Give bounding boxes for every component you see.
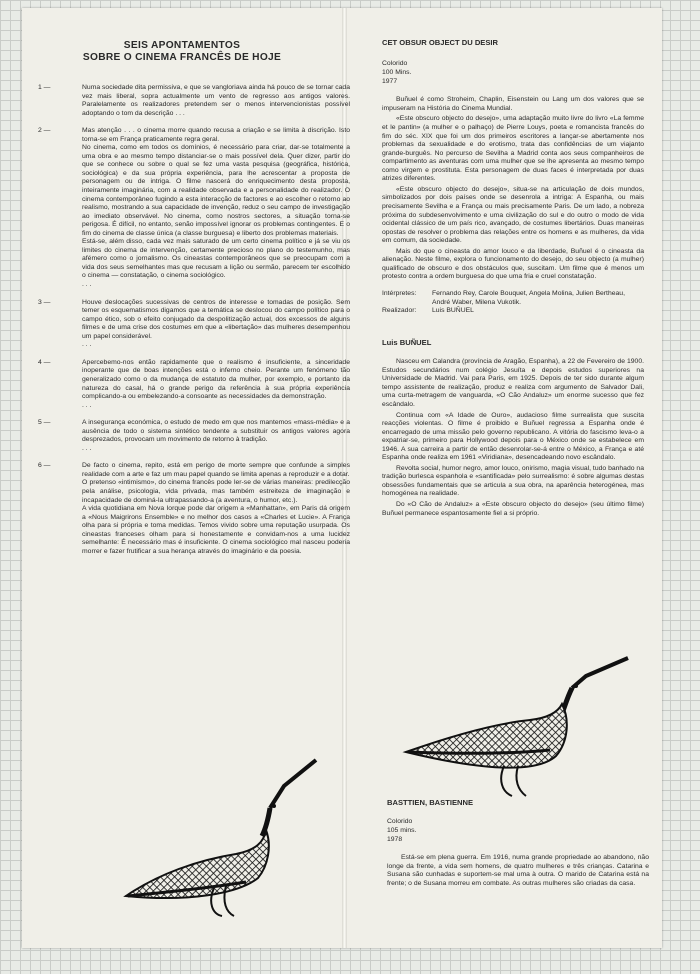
note-paragraph: Numa sociedade dita permissiva, e que se vangloriava ainda há pouco de se tornar cada vez mais liberal, sopra actualmente um vento de regresso aos antigos valores. Paralelamente os realizadores pretendem ser o menos intervencionistas possível adoptando o tom da descrição . . . [82, 84, 350, 117]
film2-section [387, 798, 649, 891]
title-line-2: SOBRE O CINEMA FRANCÊS DE HOJE [82, 52, 282, 63]
numbered-note [38, 358, 350, 410]
bio-title: Luis BUÑUEL [382, 338, 432, 348]
left-column [38, 40, 350, 565]
bio-paragraph: Revolta social, humor negro, amor louco, onirismo, magia visual, tudo banhado na tradição burlesca espanhola e «santificada» pelo surrealismo: é sobre algumas destas obsessões fundamentais que se articula a sua obra, na aparência heterogénea, mas homogénea na realidade. [382, 464, 644, 498]
right-column [382, 38, 644, 520]
note-paragraph: . . . [82, 281, 92, 289]
film1-paragraph: «Este obscuro objecto do desejo», uma adaptação muito livre do livro «La femme et le pantin» (a mulher e o palhaço) de Pierre Louys, poeta e romancista francês do fim do séc. XIX que foi um dos primeiros escritores a lançar-se abertamente nos problemas da sexualidade e do erotismo, trata das confidências de um viajanto grande-burguês. No percurso de Sevilha a Madrid conta aos seus companheiros de compartimento as aventuras com uma mulher que se lhe apresenta ao mesmo tempo como virgem e prostituta. Esta personagem de duas faces é interpretada por duas atrizes diferentes. [382, 115, 644, 183]
numbered-note [38, 298, 350, 350]
bird-illustration-icon [118, 756, 323, 921]
film2-title: BASTTIEN, BASTIENNE [387, 798, 474, 807]
film1-duration: 100 Mins. [382, 68, 412, 76]
bio-paragraph: Do «O Cão de Andaluz» a «Este obscuro objecto do desejo» (seu último filme) Buñuel permanece espantosamente fiel a si próprio. [382, 501, 644, 517]
film1-color: Colorido [382, 60, 408, 67]
note-paragraph: . . . [82, 341, 92, 349]
note-number: 4 — [38, 358, 51, 366]
film1-paragraph: Mais do que o cineasta do amor louco e da liberdade, Buñuel é o cineasta da alienação. Neste filme, explora o funcionamento do desejo, do seu objecto (a mulher) qualificado de obscuro e dos obstáculos que, suscitam. Um filme que é menos um protesto contra a ordem burguesa do que uma fria e cruel constatação. [382, 247, 644, 281]
realizador-row [382, 307, 644, 316]
film1-meta [382, 60, 644, 86]
note-paragraph: Está-se, além disso, cada vez mais saturado de um certo cinema político e já se viu os limites do cinema de intervenção, certamente precioso no plano do testemunho, mas afémero como o jornalismo. Os cineastas contemporâneos que se preocupam com a vida dos seus semelhantes mas que recusam a lição ou sermão, parecem ter escolhido o cinema — constatação, o cinema sociológico. [82, 238, 350, 280]
note-paragraph: No cinema, como em todos os domínios, é necessário para criar, dar-se totalmente a uma obra e ao mesmo tempo distanciar-se o mais possível dela. Quer dizer, partir do que se conhece ou sobre o qual se fez uma vasta pesquisa (geográfica, histórica, sociológica) e da sua própria experiência, para lhe acrescentar a proposta de personagem ou de intriga. O filme nascerá do enriquecimento desta proposta, inteiramente imaginária, com a realidade observada e a personalidade do realizador. O cinema contemporâneo fugindo a esta interacção de factores e ao escolher o retorno ao realismo, mostrando a sua capacidade de invenção, reduz o seu campo de investigação ao imediato observável. No cinema, como nostros sectores, a situação torna-se perigosa. É difícil, no entanto, senão impossível ignorar os problemas contingentes. E o fim do cinema de classe única (a classe burguesa) e liberto dos problemas materiais. [82, 144, 350, 237]
note-paragraph: A insegurança económica, o estudo de medo em que nos mantemos «mass-média» e a ausência de todo o sistema sintético tendente a substituir os antigos valores agora desprezados, provocam um movimento de retorno à tradição. [82, 419, 350, 444]
article-title [22, 40, 342, 64]
note-number: 6 — [38, 462, 51, 470]
title-line-1: SEIS APONTAMENTOS [123, 40, 241, 51]
interpretes-label: Intérpretes: [382, 289, 417, 297]
numbered-note [38, 84, 350, 118]
note-paragraph: O pretenso «intimismo», do cinema francês pode ler-se de várias maneiras: predilecção pela análise, psicologia, vida privada, mas também estreiteza de imaginação e incapacidade de dominá-la ultrapassando-a (a aventura, o humor, etc.). [82, 479, 350, 504]
note-number: 5 — [38, 419, 51, 427]
film2-color: Colorido [387, 818, 413, 825]
realizador-label: Realizador: [382, 307, 417, 315]
film2-paragraph: Está-se em plena guerra. Em 1916, numa grande propriedade ao abandono, não longe da frente, a vida sem homens, de quatro mulheres e três crianças. Catarina e Susana são cunhadas e suportem-se mal uma à outra. O marido de Catarina está na frente; o de Susana morreu em combate. As outras mulheres são criadas da casa. [387, 854, 649, 888]
film1-title: CET OBSUR OBJECT DU DESIR [382, 38, 499, 47]
film1-paragraph: Buñuel é como Stroheim, Chaplin, Eisenstein ou Lang um dos valores que se impuseram na História do Cinema Mundial. [382, 96, 644, 112]
numbered-note [38, 127, 350, 289]
film1-paragraph: «Este obscuro objecto do desejo», situa-se na articulação de dois mundos, simbolizados por dois países onde se desenrola a intriga: A Espanha, ou mais precisamente Sevilha e a França ou mais precisamente Paris. De um lado, a nobreza próxima do subdesenvolvimento e uma civilização do sul e do outro o modo de vida ocidental clássico de um país rico, avançado, de costumes libertários. Duas maneiras opostas de resolver o problema das relações entre os homens e as mulheres, da vida em comum, da sociedade. [382, 185, 644, 245]
interpretes-row [382, 290, 644, 308]
film1-year: 1977 [382, 77, 398, 85]
numbered-note [38, 462, 350, 556]
bio-paragraph: Nasceu em Calandra (província de Aragão, Espanha), a 22 de Fevereiro de 1900. Estudos secundários num colégio Jesuíta e depois estudos superiores na Universidade de Madrid. Vai para Paris, em 1925. Depois de ter sido durante algum tempo assistente de realização, produz e realiza com argumento de Salvador Dali, uma curta-metragem de vanguarda, «O Cão Andaluz» um enorme sucesso que fez escândalo. [382, 358, 644, 408]
note-paragraph: . . . [82, 444, 92, 452]
realizador-value: Luis BUÑUEL [432, 307, 474, 315]
film2-meta [387, 818, 649, 844]
numbered-note [38, 419, 350, 453]
note-paragraph: A vida quotidiana em Nova Iorque pode dar origem a «Manhattan», em Paris dá origem a «Nous Maigrirons Ensemble» e no melhor dos casos a «Charles et Lucie». A França olha para si própria e toma medidas. Temos vivido sobre uma reputação usurpada. Os cineastas franceses olham para si honestamente e convidam-nos a uma lucidez semelhante: É necessário mas é insuficiente. O cinema sociológico mal nasceu poderia morrer e fazer frutificar a sua herança através do imaginário e da poesia. [82, 505, 350, 555]
film1-credits [382, 290, 644, 316]
note-paragraph: Apercebemo-nos então rapidamente que o realismo é insuficiente, a sinceridade inoperante que de boas intenções está o inferno cheio. Perante um fenómeno tão generalizado como o da mudança de estatuto da mulher, por exemplo, e portanto da natureza do casal, há o grande perigo da referência à sua própria experiência complicando-a ou embelezando-a consoante as necessidades da demonstração. [82, 358, 350, 401]
note-paragraph: Houve deslocações sucessivas de centros de interesse e tomadas de posição. Sem temer os esquematismos digamos que a temática se deslocou do campo político para o campo ético, sob o efeito conjugado da despolitização actual, dos excessos de alguns filmes e de uma crise dos costumes em que a «libertação» das mulheres desempenhou um papel considerável. [82, 298, 350, 340]
note-number: 3 — [38, 298, 51, 306]
numbered-notes [38, 84, 350, 556]
note-paragraph: De facto o cinema, repito, está em perigo de morte sempre que confunde a simples realidade com a arte e faz um mau papel quando se limita apenas a reproduzir e a dotar. [82, 462, 350, 478]
film2-year: 1978 [387, 835, 403, 843]
bird-illustration-icon [400, 654, 632, 802]
bio-paragraph: Continua com «A Idade de Ouro», audacioso filme surrealista que suscita reacções violentas. O filme é proibido e Buñuel regressa a Espanha onde é encarregado de uma missão pelo governo republicano. A vitória do fascismo leva-o a expatriar-se, primeiro para Hollywood depois para o México onde se estabelece em 1946. A sua carreira a partir de então desenrolar-se-á entre o México, a França e até Espanha onde realiza em 1961 «Viridiana», desencadeando novo escândalo. [382, 411, 644, 462]
note-paragraph: Mas atenção . . . o cinema morre quando recusa a criação e se limita à discrição. Isto torna-se em França praticamente regra geral. [82, 127, 350, 143]
note-number: 1 — [38, 84, 51, 91]
film2-duration: 105 mins. [387, 826, 417, 834]
note-number: 2 — [38, 127, 51, 135]
note-paragraph: . . . [82, 401, 92, 409]
interpretes-value: Fernando Rey, Carole Bouquet, Angela Molina, Julien Bertheau, André Waber, Milena Vukotik. [432, 289, 625, 306]
